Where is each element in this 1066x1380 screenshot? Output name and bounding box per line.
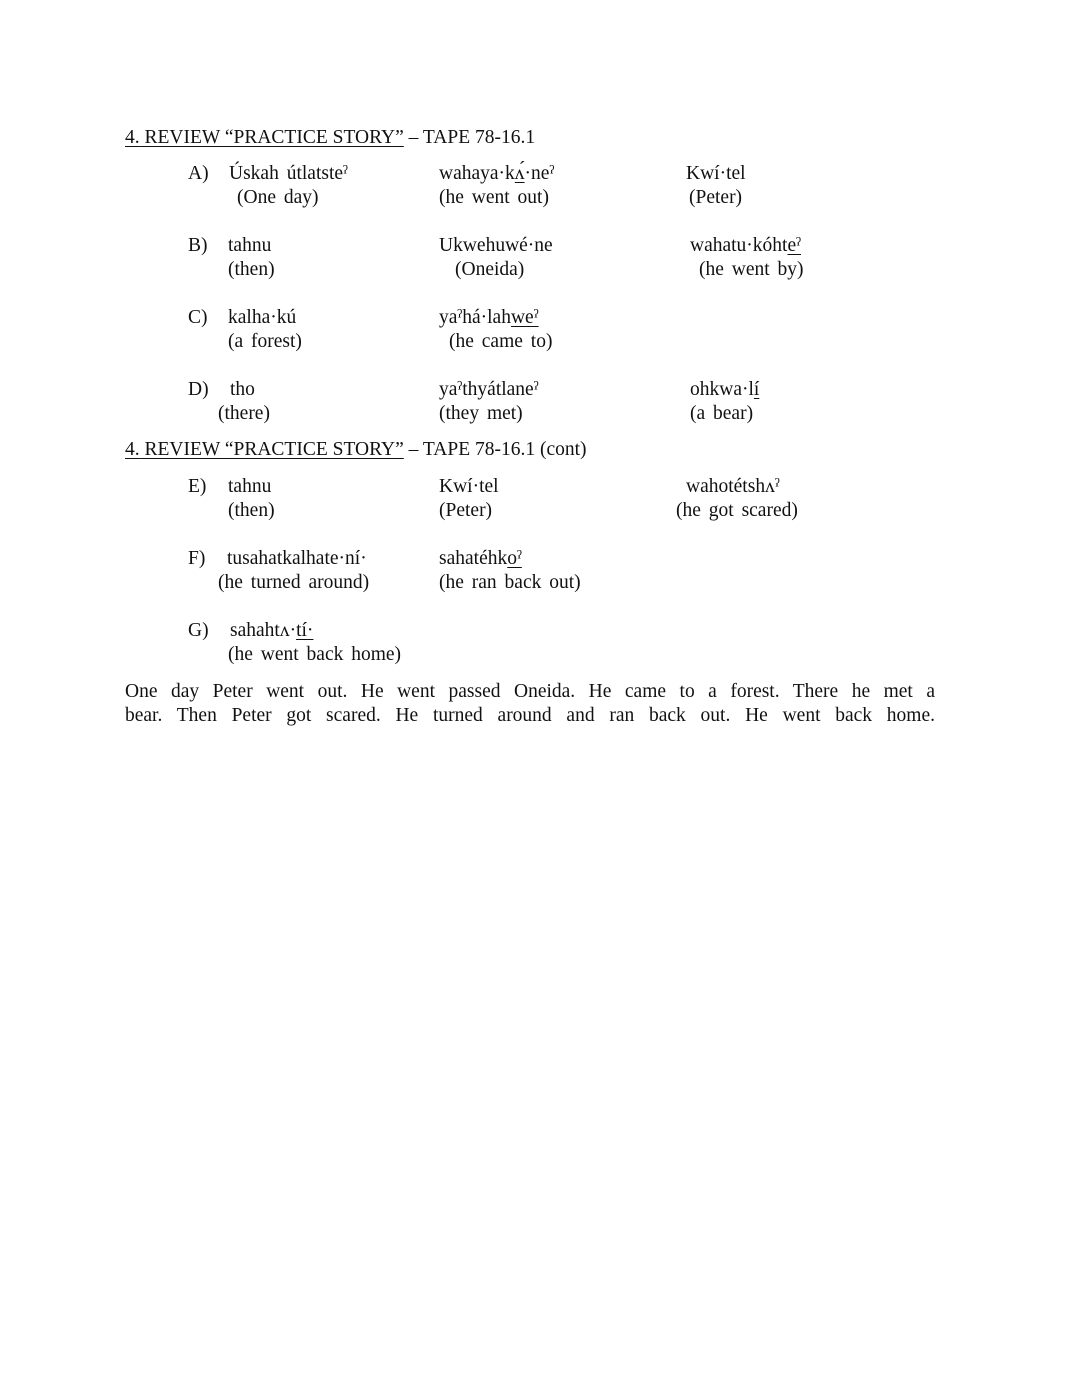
- row-a-col2-oneida: wahaya·kʌ́·neˀ: [439, 163, 555, 184]
- story-paragraph: [125, 680, 935, 728]
- row-e-col3-oneida: wahotétshʌˀ: [686, 476, 780, 497]
- row-b-label: B): [188, 235, 208, 256]
- row-a-col3-english: (Peter): [689, 187, 743, 208]
- row-b-col1-oneida: tahnu: [228, 235, 272, 256]
- row-a-col1-english: (One day): [237, 187, 319, 208]
- row-a-col1-oneida: Úskah útlatsteˀ: [229, 163, 348, 184]
- row-f-col1-english: (he turned around): [218, 572, 370, 593]
- row-d-col3-english: (a bear): [690, 403, 754, 424]
- row-f-col1-oneida: tusahatkalhate·ní·: [227, 548, 367, 569]
- heading-2-suffix: – TAPE 78-16.1 (cont): [403, 439, 587, 460]
- row-d-col2-english: (they met): [439, 403, 523, 424]
- section-heading-2: [125, 438, 587, 462]
- row-g-label: G): [188, 620, 209, 641]
- section-heading-1: [125, 126, 535, 150]
- row-d-col2-oneida: yaˀthyátlaneˀ: [439, 379, 539, 400]
- row-c-col2-english: (he came to): [449, 331, 553, 352]
- row-b-col2-english: (Oneida): [455, 259, 525, 280]
- row-c-col1-english: (a forest): [228, 331, 302, 352]
- row-b-col1-english: (then): [228, 259, 275, 280]
- row-a-col3-oneida: Kwí·tel: [686, 163, 746, 184]
- row-b-col3-english: (he went by): [699, 259, 804, 280]
- row-e-col1-oneida: tahnu: [228, 476, 272, 497]
- row-e-col1-english: (then): [228, 500, 275, 521]
- heading-1-suffix: – TAPE 78-16.1: [403, 127, 536, 148]
- row-e-col2-english: (Peter): [439, 500, 493, 521]
- row-d-label: D): [188, 379, 209, 400]
- row-d-col1-oneida: tho: [230, 379, 255, 400]
- row-e-label: E): [188, 476, 207, 497]
- story-line-2: bear. Then Peter got scared. He turned around and ran back out. He went back home.: [125, 705, 935, 726]
- row-c-col1-oneida: kalha·kú: [228, 307, 297, 328]
- row-e-col3-english: (he got scared): [676, 500, 798, 521]
- row-b-col3-oneida: wahatu·kóhteˀ: [690, 235, 801, 256]
- row-f-col2-oneida: sahatéhkoˀ: [439, 548, 522, 569]
- row-f-label: F): [188, 548, 206, 569]
- row-a-label: A): [188, 163, 209, 184]
- row-e-col2-oneida: Kwí·tel: [439, 476, 499, 497]
- row-c-label: C): [188, 307, 208, 328]
- row-g-col1-oneida: sahahtʌ·tí·: [230, 620, 314, 641]
- row-d-col3-oneida: ohkwa·lí: [690, 379, 760, 400]
- row-c-col2-oneida: yaˀhá·lahweˀ: [439, 307, 539, 328]
- heading-2-title: 4. REVIEW “PRACTICE STORY”: [125, 439, 404, 460]
- story-line-1: One day Peter went out. He went passed Oneida. He came to a forest. There he met a: [125, 681, 935, 702]
- heading-1-title: 4. REVIEW “PRACTICE STORY”: [125, 127, 404, 148]
- row-d-col1-english: (there): [218, 403, 270, 424]
- row-f-col2-english: (he ran back out): [439, 572, 581, 593]
- row-a-col2-english: (he went out): [439, 187, 549, 208]
- row-g-col1-english: (he went back home): [228, 644, 402, 665]
- row-b-col2-oneida: Ukwehuwé·ne: [439, 235, 553, 256]
